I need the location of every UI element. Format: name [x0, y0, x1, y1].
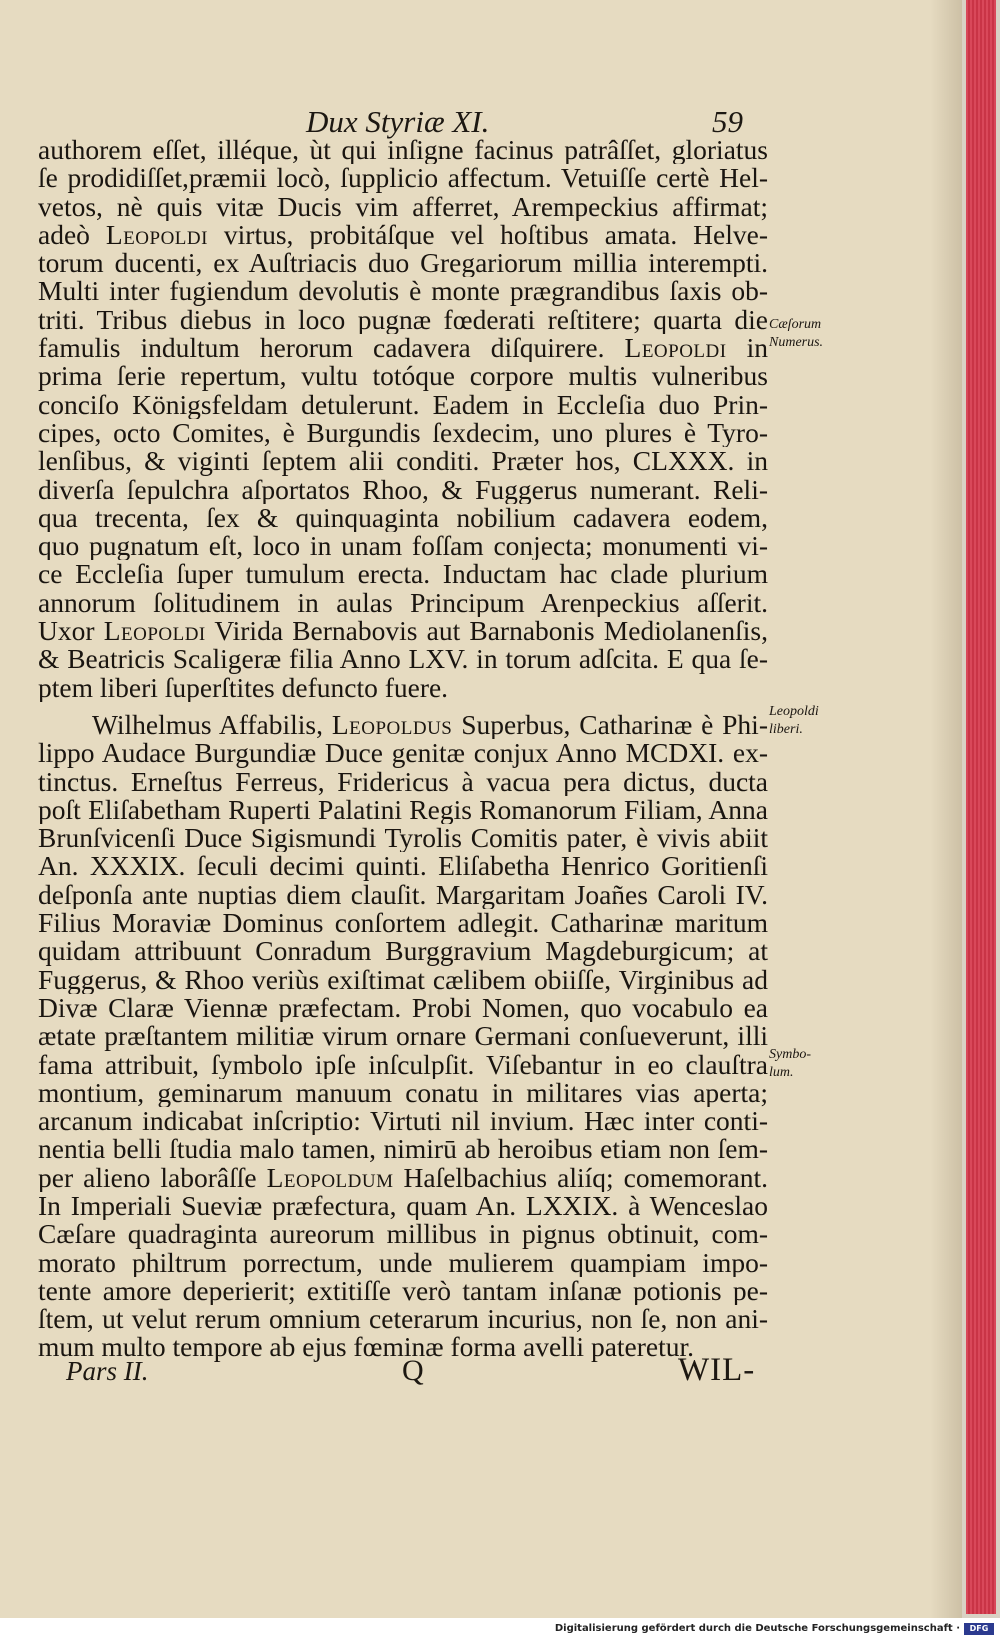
- small-caps-name: Leopoldi: [103, 617, 206, 646]
- running-head: [0, 100, 962, 140]
- text-line: ce Eccleſia ſuper tumulum erecta. Inductam hac clade plurium: [38, 560, 768, 589]
- text-line: poſt Eliſabetham Ruperti Palatini Regis Romanorum Filiam, Anna: [38, 795, 768, 825]
- small-caps-name: Leopoldum: [266, 1163, 394, 1192]
- paragraph-gap: [38, 702, 768, 711]
- text-line: Divæ Claræ Viennæ præfectam. Probi Nomen, quo vocabulo ea: [38, 993, 768, 1023]
- text-line: ætate præſtantem militiæ virum ornare Germani conſueverunt, illi: [38, 1022, 768, 1051]
- text-line: Multi inter fugiendum devolutis è monte prægrandibus ſaxis ob-: [38, 277, 768, 306]
- text-line: deſponſa ante nuptias diem clauſit. Margaritam Joañes Caroli IV.: [38, 880, 768, 910]
- text-line: ſe prodidiſſet,præmii locò, ſupplicio affectum. Vetuiſſe certè Hel-: [38, 164, 768, 193]
- text-line: triti. Tribus diebus in loco pugnæ fœderati reſtitere; quarta die: [38, 305, 768, 335]
- text-line: ptem liberi ſuperſtites defuncto fuere.: [38, 673, 449, 702]
- text-line: Filius Moraviæ Dominus conſortem adlegit. Catharinæ maritum: [38, 909, 768, 938]
- running-head-title: Dux Styriæ XI.: [306, 104, 490, 139]
- text-line: morato philtrum porrectum, unde mulierem quampiam impo-: [38, 1248, 768, 1277]
- marginal-note-line: Symbo-: [769, 1047, 811, 1062]
- text-line: vetos, nè quis vitæ Ducis vim afferret, Arempeckius affirmat;: [38, 192, 768, 221]
- marginal-note-caesorum: [769, 316, 823, 352]
- text-line: lenſibus, & viginti ſeptem alii conditi. Præter hos, CLXXX. in: [38, 447, 768, 476]
- text-line: tente amore deperierit; extitiſſe verò tantam inſanæ potionis pe-: [38, 1276, 768, 1306]
- text-line: cipes, octo Comites, è Burgundis ſexdecim, uno plures è Tyro-: [38, 418, 768, 448]
- catchword: WIL-: [678, 1352, 756, 1388]
- part-label: Pars II.: [66, 1356, 149, 1386]
- text-line: lippo Audace Burgundiæ Duce genitæ conjux Anno MCDXI. ex-: [38, 739, 768, 768]
- text-line: quidam attribuunt Conradum Burggravium Magdeburgicum; at: [38, 937, 768, 966]
- red-page-edge: [966, 0, 996, 1614]
- text-line: & Beatricis Scaligeræ filia Anno LXV. in torum adſcita. E qua ſe-: [38, 645, 768, 674]
- text-line: montium, geminarum manuum conatu in militares vias aperta;: [38, 1078, 768, 1108]
- digitization-credit: Digitalisierung gefördert durch die Deutsche Forschungsgemeinschaft ·: [554, 1623, 960, 1634]
- marginal-note-line: lum.: [769, 1065, 794, 1080]
- text-line: adeò Leopoldi virtus, probitáſque vel hoſtibus amata. Helve-: [38, 220, 768, 250]
- text-line: prima ſerie repertum, vultu totóque corpore multis vulneribus: [38, 362, 768, 391]
- text-line: Uxor Leopoldi Virida Bernabovis aut Barnabonis Mediolanenſis,: [38, 617, 768, 646]
- small-caps-name: Leopoldi: [624, 334, 727, 363]
- marginal-note-line: Leopoldi: [769, 704, 819, 719]
- small-caps-name: Leopoldus: [331, 710, 453, 740]
- text-line: In Imperiali Sueviæ præfectura, quam An. LXXIX. à Wenceslao: [38, 1191, 768, 1221]
- text-line: diverſa ſepulchra aſportatos Rhoo, & Fuggerus numerant. Reli-: [38, 475, 768, 504]
- text-line: Wilhelmus Affabilis, Leopoldus Superbus, Catharinæ è Phi-: [92, 710, 768, 740]
- text-line: Brunſvicenſi Duce Sigismundi Tyrolis Comitis pater, è vivis abiit: [38, 824, 768, 853]
- text-line: famulis indultum herorum cadavera diſquirere. Leopoldi in: [38, 334, 768, 363]
- text-line: tinctus. Erneſtus Ferreus, Fridericus à vacua pera dictus, ducta: [38, 767, 768, 796]
- text-line: qua trecenta, ſex & quinquaginta nobilium cadavera eodem,: [38, 503, 768, 533]
- text-line: quo pugnatum eſt, loco in unam foſſam conjecta; monumenti vi-: [38, 532, 768, 561]
- text-line: arcanum indicabat inſcriptio: Virtuti nil invium. Hæc inter conti-: [38, 1107, 768, 1136]
- text-line: ſtem, ut velut rerum omnium ceterarum incurius, non ſe, non ani-: [38, 1305, 768, 1334]
- text-line: conciſo Königsfeldam detulerunt. Eadem in Eccleſia duo Prin-: [38, 390, 768, 419]
- marginal-note-line: liberi.: [769, 722, 803, 737]
- text-line: Cæſare quadraginta aureorum millibus in pignus obtinuit, com-: [38, 1220, 768, 1249]
- body-text: [38, 136, 768, 1362]
- text-line: torum ducenti, ex Auſtriacis duo Gregariorum millia interempti.: [38, 249, 768, 278]
- credit-bar: [0, 1622, 1000, 1636]
- marginal-note-line: Numerus.: [769, 335, 824, 350]
- text-line: authorem eſſet, illéque, ùt qui inſigne facinus patrâſſet, gloriatus: [38, 136, 768, 165]
- text-line: fama attribuit, ſymbolo ipſe inſculpſit. Viſebantur in eo clauſtra: [38, 1050, 768, 1079]
- marginal-note-line: Cæſorum: [769, 317, 822, 332]
- marginal-note-leopoldi: [769, 703, 819, 739]
- marginal-note-symbolum: [769, 1046, 811, 1082]
- text-line: Fuggerus, & Rhoo veriùs exiſtimat cælibem obiiſſe, Virginibus ad: [38, 965, 768, 994]
- small-caps-name: Leopoldi: [105, 220, 208, 250]
- text-line: per alieno laborâſſe Leopoldum Haſelbachius aliíq; comemorant.: [38, 1163, 768, 1192]
- signature-mark: Q: [402, 1354, 424, 1387]
- page-number: 59: [712, 104, 743, 139]
- text-line: mum multo tempore ab ejus fœminæ forma avelli pateretur.: [38, 1333, 695, 1362]
- text-line: An. XXXIX. ſeculi decimi quinti. Eliſabetha Henrico Goritienſi: [38, 852, 768, 881]
- text-line: annorum ſolitudinem in aulas Principum Arenpeckius aſſerit.: [38, 588, 768, 618]
- dfg-logo: DFG: [964, 1623, 994, 1635]
- page-footer: [0, 1352, 962, 1394]
- text-line: nentia belli ſtudia malo tamen, nimirū ab heroibus etiam non ſem-: [38, 1135, 768, 1164]
